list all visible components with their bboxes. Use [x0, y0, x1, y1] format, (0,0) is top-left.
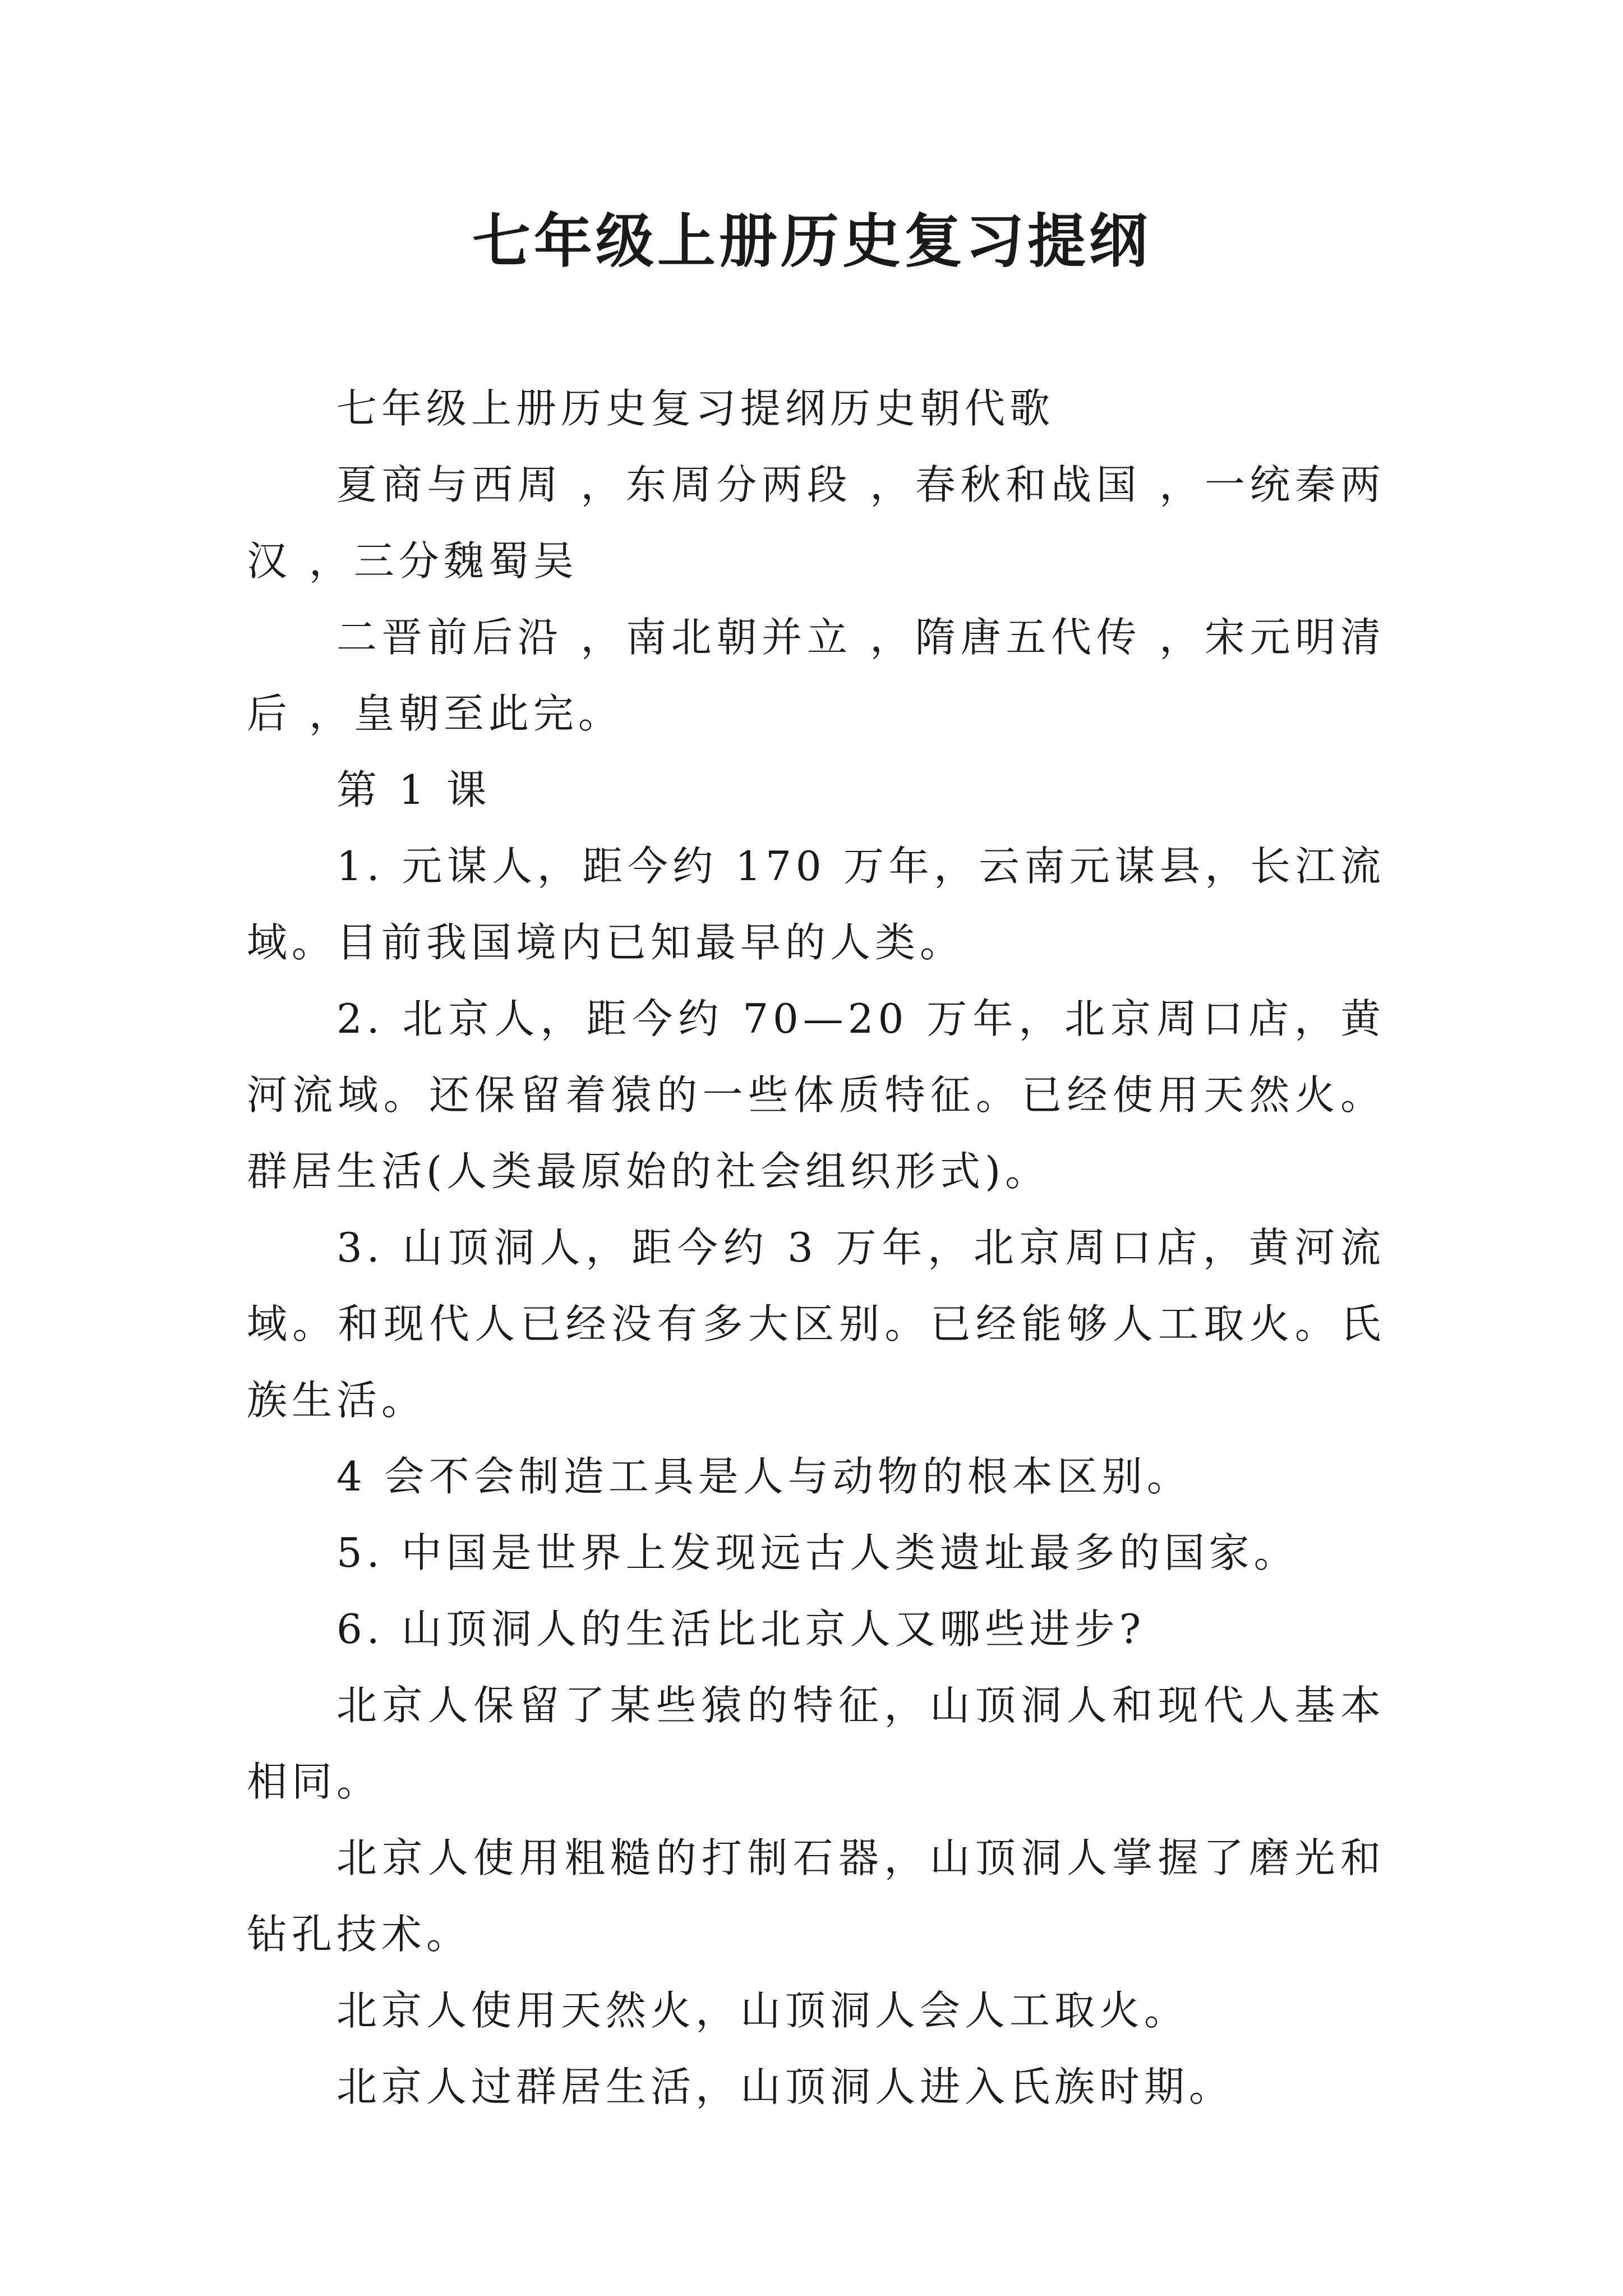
paragraph-item-2: 2. 北京人，距今约 70—20 万年，北京周口店，黄河流域。还保留着猿的一些体质特征。已经使用天然火。群居生活(人类最原始的社会组织形式)。	[247, 995, 1385, 1195]
lesson-heading: 第 1 课	[336, 766, 491, 813]
paragraph-comparison-2: 北京人使用粗糙的打制石器，山顶洞人掌握了磨光和钻孔技术。	[247, 1834, 1385, 1958]
paragraph-dynasty-song-title: 七年级上册历史复习提纲历史朝代歌	[336, 385, 1055, 432]
document-title: 七年级上册历史复习提纲	[472, 206, 1151, 275]
paragraph-item-3: 3. 山顶洞人，距今约 3 万年，北京周口店，黄河流域。和现代人已经没有多大区别。已经能够人工取火。氏族生活。	[247, 1224, 1385, 1424]
paragraph-item-6: 6. 山顶洞人的生活比北京人又哪些进步?	[336, 1605, 1146, 1653]
paragraph-comparison-4: 北京人过群居生活，山顶洞人进入氏族时期。	[336, 2063, 1234, 2110]
paragraph-comparison-1: 北京人保留了某些猿的特征，山顶洞人和现代人基本相同。	[247, 1682, 1385, 1805]
paragraph-item-5: 5. 中国是世界上发现远古人类遗址最多的国家。	[336, 1529, 1299, 1576]
paragraph-dynasty-song-line-2: 二晋前后沿 ，南北朝并立 ，隋唐五代传 ，宋元明清后 ，皇朝至此完。	[247, 614, 1385, 737]
paragraph-item-1: 1. 元谋人，距今约 170 万年，云南元谋县，长江流域。目前我国境内已知最早的人类。	[247, 843, 1385, 966]
paragraph-dynasty-song-line-1: 夏商与西周 ，东周分两段 ，春秋和战国 ，一统秦两汉 ，三分魏蜀吴	[247, 461, 1385, 585]
document-body	[247, 370, 1385, 2125]
paragraph-item-4: 4 会不会制造工具是人与动物的根本区别。	[336, 1453, 1192, 1500]
paragraph-comparison-3: 北京人使用天然火，山顶洞人会人工取火。	[336, 1987, 1189, 2034]
